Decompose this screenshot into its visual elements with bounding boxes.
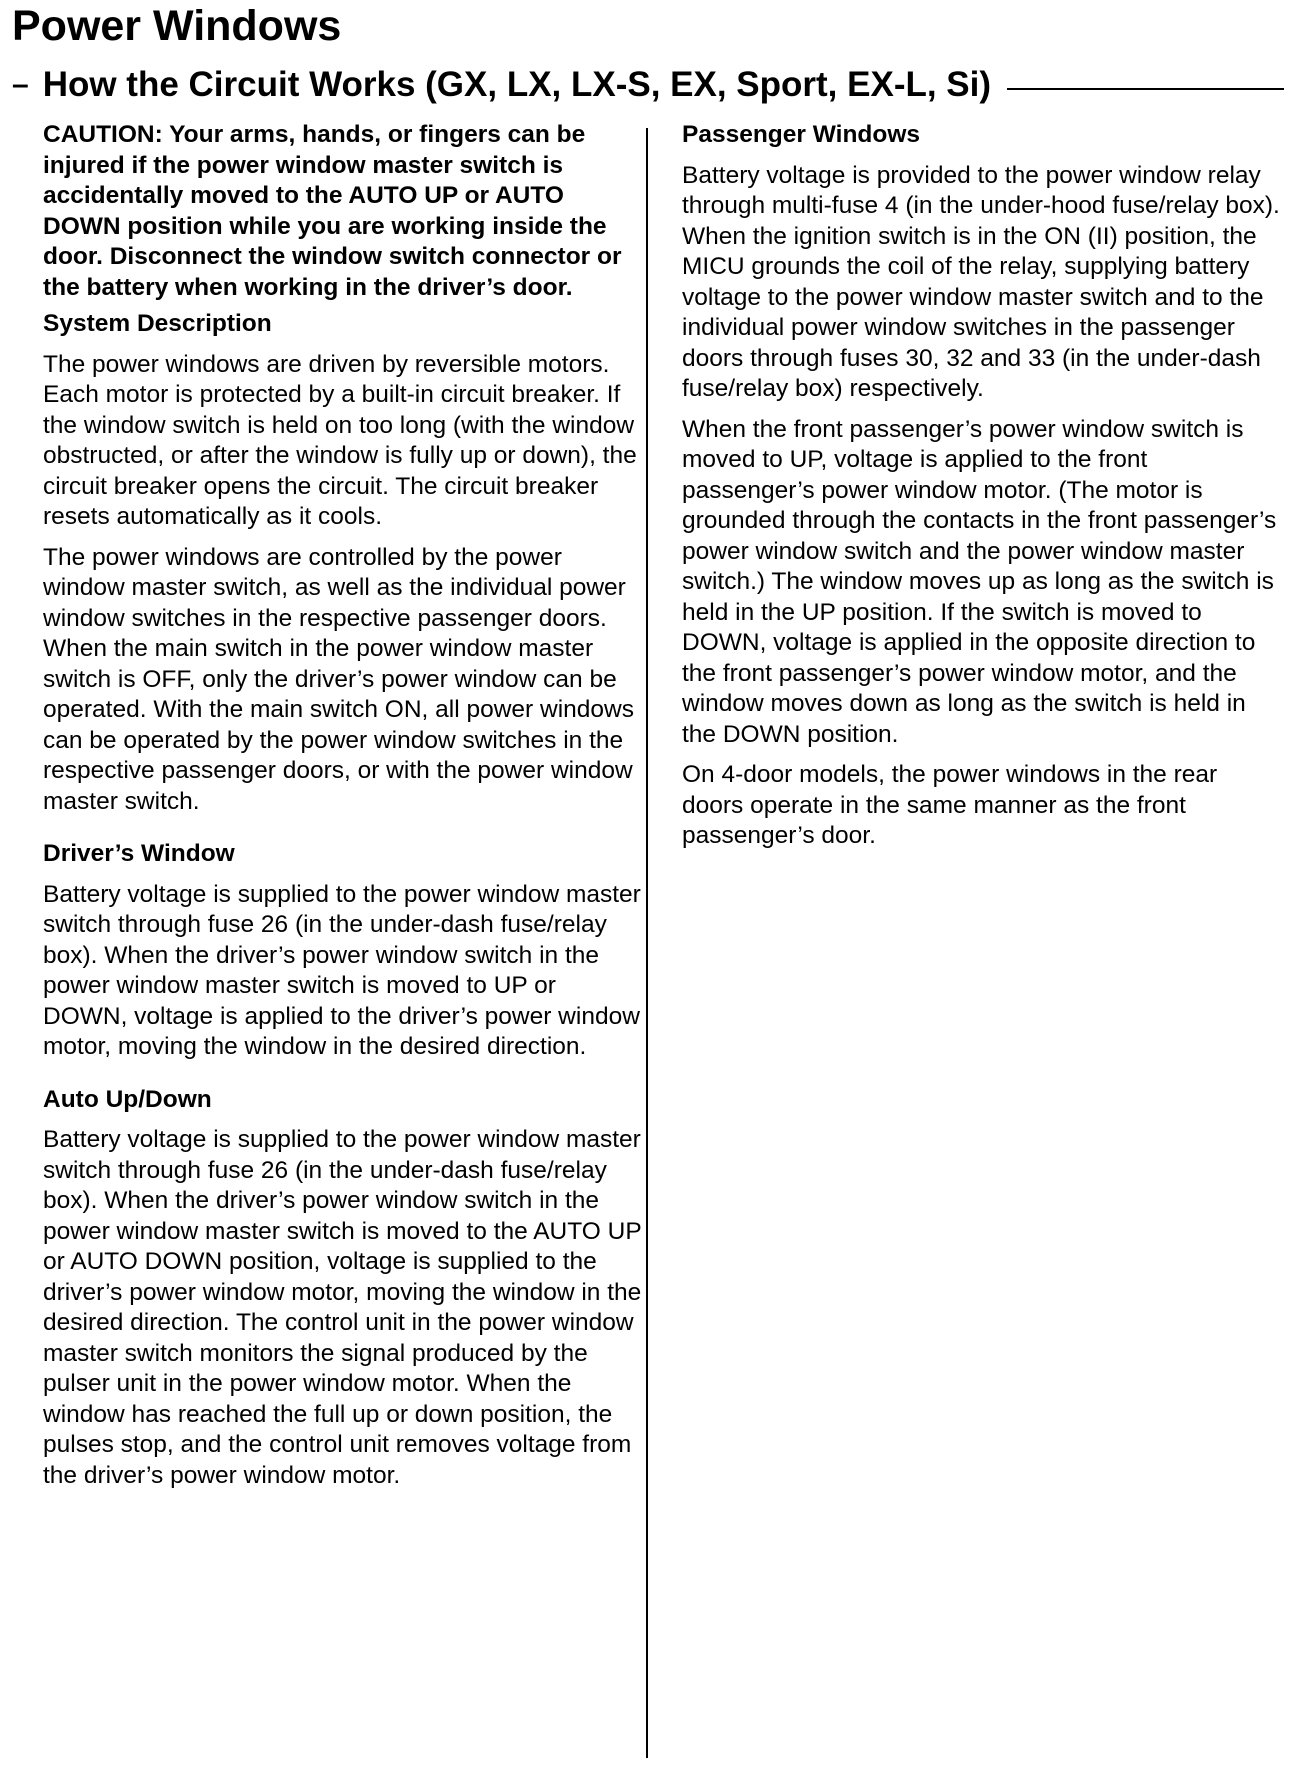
drivers-window-paragraph: Battery voltage is supplied to the power window master switch through fuse 26 (in the under-dash fuse/relay box). When the driver’s power window switch in the power window master switch is moved to UP or DOWN, voltage is applied to the driver’s power window motor, moving the window in the desired direction. xyxy=(43,880,641,1060)
column-divider xyxy=(646,128,648,1758)
section-subtitle: How the Circuit Works (GX, LX, LX-S, EX, Sport, EX-L, Si) xyxy=(42,65,992,104)
drivers-window-heading: Driver’s Window xyxy=(43,840,235,867)
page-title: Power Windows xyxy=(12,2,342,50)
system-description-paragraph-1: The power windows are driven by reversible motors. Each motor is protected by a built-in circuit breaker. If the window switch is held on too long (with the window obstructed, or after the window is fully up or down), the circuit breaker opens the circuit. The circuit breaker resets automatically as it cools. xyxy=(43,350,637,530)
passenger-windows-paragraph-2: When the front passenger’s power window switch is moved to UP, voltage is applied to the front passenger’s power window motor. (The motor is grounded through the contacts in the front passenger’s power window switch and the power window master switch.) The window moves up as long as the switch is held in the UP position. If the switch is moved to DOWN, voltage is applied in the opposite direction to the front passenger’s power window motor, and the window moves down as long as the switch is held in the DOWN position. xyxy=(682,415,1277,748)
system-description-paragraph-2: The power windows are controlled by the power window master switch, as well as the individual power window switches in the respective passenger doors. When the main switch in the power window master switch is OFF, only the driver’s power window can be operated. With the main switch ON, all power windows can be operated by the power window switches in the respective passenger doors, or with the power window master switch. xyxy=(43,543,634,815)
right-column xyxy=(682,120,1282,862)
passenger-windows-paragraph-1: Battery voltage is provided to the power window relay through multi-fuse 4 (in the under-hood fuse/relay box). When the ignition switch is in the ON (II) position, the MICU grounds the coil of the relay, supplying battery voltage to the power window master switch and to the individual power window switches in the passenger doors through fuses 30, 32 and 33 (in the under-dash fuse/relay box) respectively. xyxy=(682,161,1280,402)
caution-text: CAUTION: Your arms, hands, or fingers can be injured if the power window master switch is accidentally moved to the AUTO UP or AUTO DOWN position while you are working inside the door. Disconnect the window switch connector or the battery when working in the driver’s door. xyxy=(43,121,622,301)
subtitle-rule xyxy=(1007,88,1284,90)
passenger-windows-heading: Passenger Windows xyxy=(682,121,921,148)
subtitle-dash: – xyxy=(12,68,29,101)
passenger-windows-paragraph-3: On 4-door models, the power windows in the rear doors operate in the same manner as the front passenger’s door. xyxy=(682,761,1218,849)
left-column xyxy=(43,120,643,1501)
auto-up-down-paragraph: Battery voltage is supplied to the power window master switch through fuse 26 (in the under-dash fuse/relay box). When the driver’s power window switch in the power window master switch is moved to the AUTO UP or AUTO DOWN position, voltage is supplied to the driver’s power window motor, moving the window in the desired direction. The control unit in the power window master switch monitors the signal produced by the pulser unit in the power window motor. When the window has reached the full up or down position, the pulses stop, and the control unit removes voltage from the driver’s power window motor. xyxy=(43,1126,642,1489)
section-header xyxy=(12,62,1284,108)
auto-up-down-heading: Auto Up/Down xyxy=(43,1085,212,1113)
system-description-heading: System Description xyxy=(43,310,272,337)
